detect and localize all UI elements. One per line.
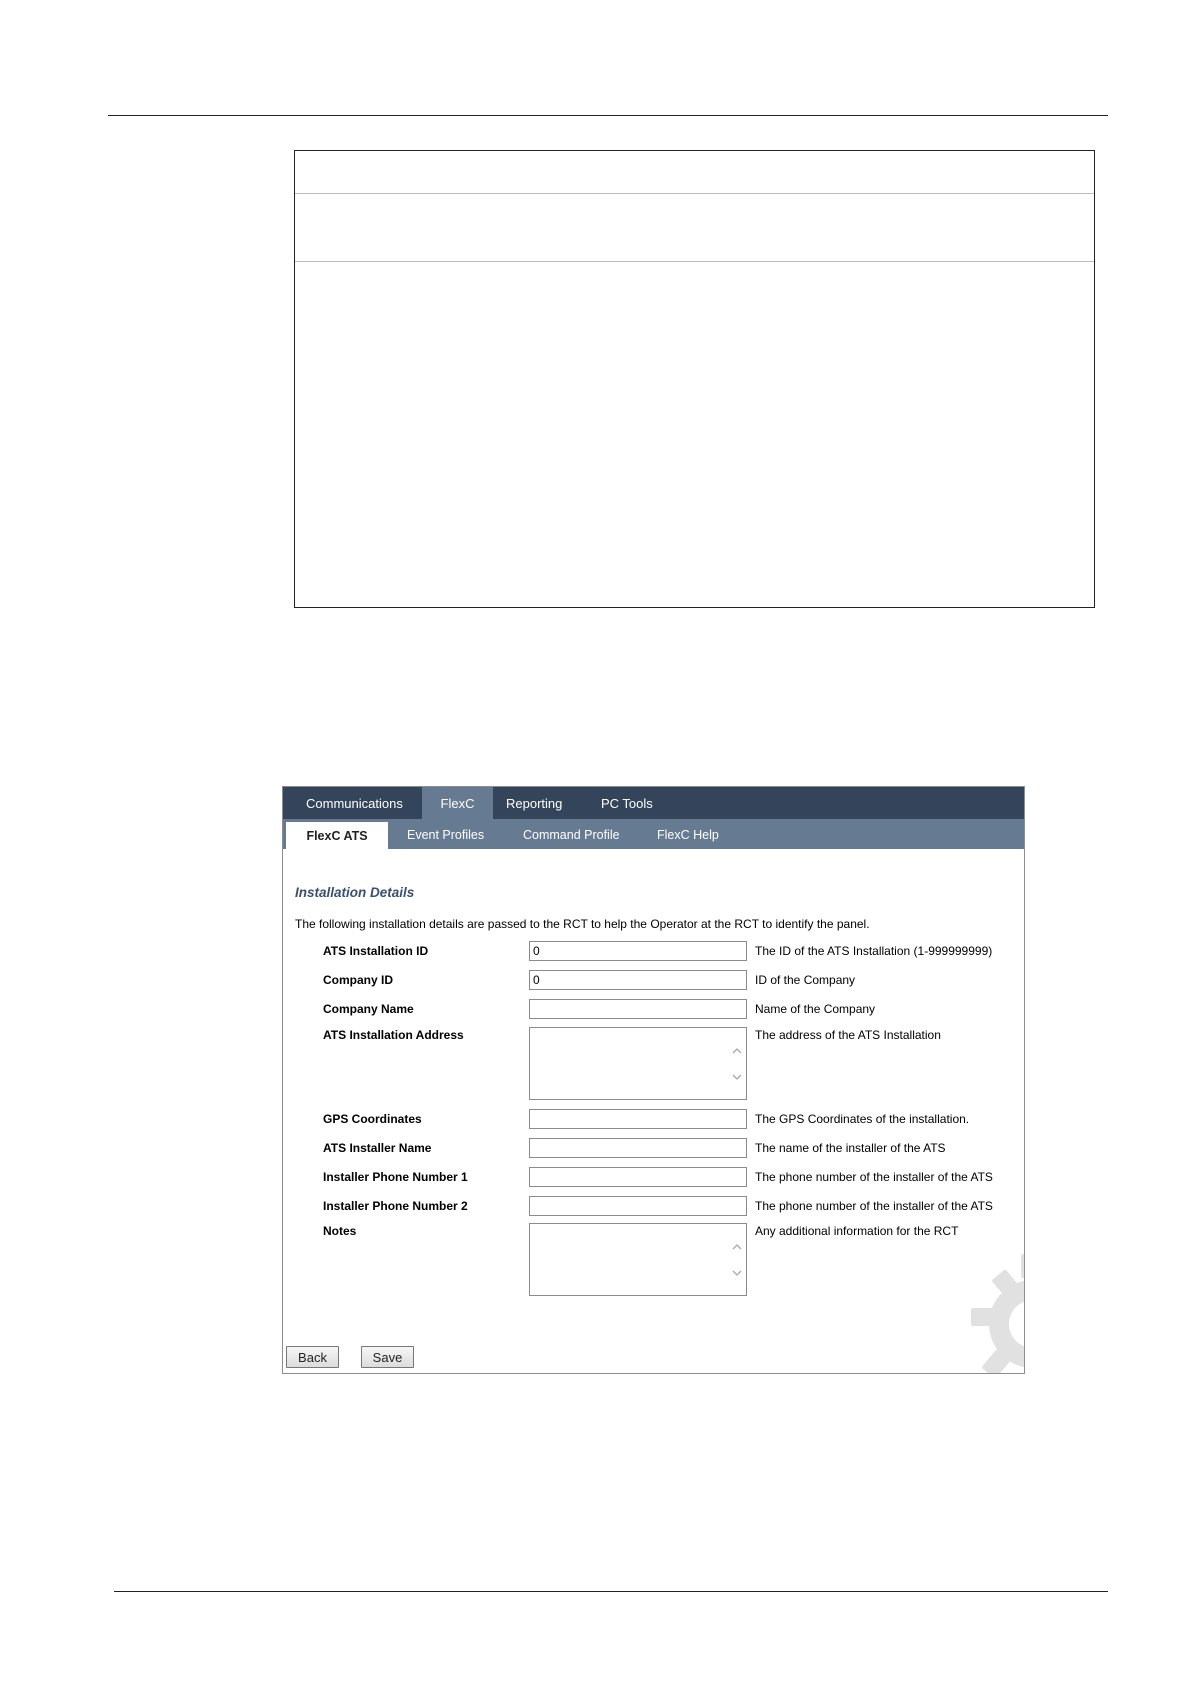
installer-phone-2-input[interactable] (529, 1196, 747, 1216)
gps-coordinates-label: GPS Coordinates (323, 1112, 422, 1126)
company-name-label: Company Name (323, 1002, 414, 1016)
notes-label: Notes (323, 1224, 357, 1238)
ats-installation-id-input[interactable] (529, 941, 747, 961)
primary-nav (283, 787, 1024, 819)
ats-installation-address-help: The address of the ATS Installation (755, 1028, 941, 1042)
gps-coordinates-help: The GPS Coordinates of the installation. (755, 1112, 970, 1126)
installer-phone-1-label: Installer Phone Number 1 (323, 1170, 468, 1184)
section-title: Installation Details (295, 885, 415, 900)
ats-installer-name-input[interactable] (529, 1138, 747, 1158)
tab-flexc-ats[interactable]: FlexC ATS (286, 822, 388, 849)
table-row-divider (295, 261, 1094, 262)
gps-coordinates-input[interactable] (529, 1109, 747, 1129)
company-id-label: Company ID (323, 973, 394, 987)
page-footer-rule (114, 1591, 1108, 1592)
back-button[interactable]: Back (286, 1346, 339, 1368)
ats-installation-address-textarea[interactable] (529, 1027, 747, 1100)
scroll-down-icon[interactable] (731, 1072, 743, 1082)
ats-installer-name-label: ATS Installer Name (323, 1141, 432, 1155)
scroll-up-icon[interactable] (731, 1242, 743, 1252)
flexc-ats-screenshot (282, 786, 1025, 1374)
secondary-nav (283, 819, 1024, 849)
ats-installation-id-label: ATS Installation ID (323, 944, 429, 958)
tab-communications[interactable]: Communications (306, 796, 403, 811)
ats-installation-id-help: The ID of the ATS Installation (1-999999999) (755, 944, 993, 958)
scroll-up-icon[interactable] (731, 1046, 743, 1056)
table-row-divider (295, 193, 1094, 194)
installer-phone-1-help: The phone number of the installer of the ATS (755, 1170, 993, 1184)
intro-text: The following installation details are passed to the RCT to help the Operator at the RCT to identify the panel. (295, 917, 870, 931)
gear-watermark-icon (959, 1244, 1025, 1374)
tab-flexc-help[interactable]: FlexC Help (657, 828, 719, 842)
tab-flexc[interactable]: FlexC (422, 787, 493, 819)
tab-reporting[interactable]: Reporting (506, 796, 563, 811)
tab-command-profile[interactable]: Command Profile (523, 828, 620, 842)
ats-installer-name-help: The name of the installer of the ATS (755, 1141, 946, 1155)
company-name-help: Name of the Company (755, 1002, 876, 1016)
tab-pc-tools[interactable]: PC Tools (601, 796, 653, 811)
company-name-input[interactable] (529, 999, 747, 1019)
installer-phone-2-help: The phone number of the installer of the ATS (755, 1199, 993, 1213)
ats-installation-address-label: ATS Installation Address (323, 1028, 464, 1042)
company-id-help: ID of the Company (755, 973, 856, 987)
page-header-rule (108, 115, 1108, 116)
notes-help: Any additional information for the RCT (755, 1224, 959, 1238)
company-id-input[interactable] (529, 970, 747, 990)
tab-event-profiles[interactable]: Event Profiles (407, 828, 485, 842)
empty-table (294, 150, 1095, 608)
installer-phone-2-label: Installer Phone Number 2 (323, 1199, 468, 1213)
installer-phone-1-input[interactable] (529, 1167, 747, 1187)
scroll-down-icon[interactable] (731, 1268, 743, 1278)
notes-textarea[interactable] (529, 1223, 747, 1296)
save-button[interactable]: Save (361, 1346, 414, 1368)
